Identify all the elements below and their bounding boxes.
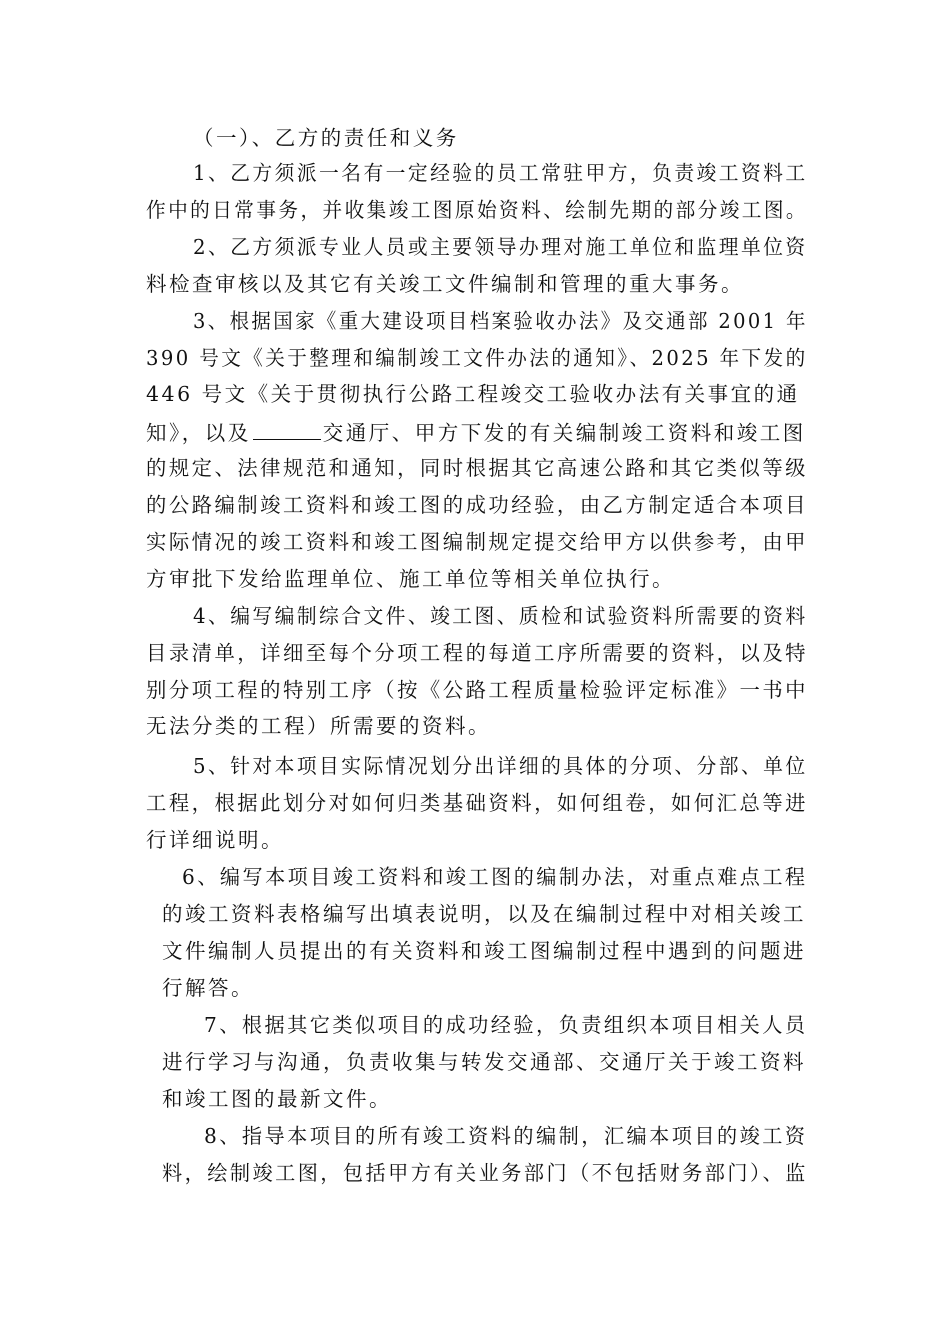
paragraph-line: 目录清单，详细至每个分项工程的每道工序所需要的资料，以及特 [146,641,808,665]
paragraph-line: 料，绘制竣工图，包括甲方有关业务部门（不包括财务部门）、监 [162,1161,808,1185]
paragraph-line: 8、指导本项目的所有竣工资料的编制，汇编本项目的竣工资 [204,1124,808,1148]
paragraph-line: 工程，根据此划分对如何归类基础资料，如何组卷，如何汇总等进 [146,791,808,815]
paragraph-line: 的公路编制竣工资料和竣工图的成功经验，由乙方制定适合本项目 [146,493,808,517]
paragraph-line: 实际情况的竣工资料和竣工图编制规定提交给甲方以供参考，由甲 [146,530,808,554]
paragraph-line: 文件编制人员提出的有关资料和竣工图编制过程中遇到的问题进 [162,939,806,963]
paragraph-line: 5、针对本项目实际情况划分出详细的具体的分项、分部、单位 [193,754,808,778]
text-segment: 交通厅、甲方下发的有关编制竣工资料和竣工图 [322,421,806,445]
paragraph-line: 7、根据其它类似项目的成功经验，负责组织本项目相关人员 [204,1013,808,1037]
paragraph-line: 446 号文《关于贯彻执行公路工程竣交工验收办法有关事宜的通 [146,382,800,406]
paragraph-line: 3、根据国家《重大建设项目档案验收办法》及交通部 2001 年 [193,309,808,333]
paragraph-line: 1、乙方须派一名有一定经验的员工常驻甲方，负责竣工资料工 [193,161,808,185]
paragraph-line: 进行学习与沟通，负责收集与转发交通部、交通厅关于竣工资料 [162,1050,806,1074]
paragraph-line: 6、编写本项目竣工资料和竣工图的编制办法，对重点难点工程 [182,865,808,889]
paragraph-line: 的竣工资料表格编写出填表说明，以及在编制过程中对相关竣工 [162,902,806,926]
paragraph-line: 方审批下发给监理单位、施工单位等相关单位执行。 [146,567,675,591]
text-segment: 知》，以及 [146,421,251,445]
paragraph-line: 行详细说明。 [146,828,284,852]
paragraph-line: 作中的日常事务，并收集竣工图原始资料、绘制先期的部分竣工图。 [146,198,808,222]
paragraph-line: 2、乙方须派专业人员或主要领导办理对施工单位和监理单位资 [193,235,808,259]
paragraph-line: 4、编写编制综合文件、竣工图、质检和试验资料所需要的资料 [193,604,808,628]
paragraph-line: 料检查审核以及其它有关竣工文件编制和管理的重大事务。 [146,272,744,296]
paragraph-line: 别分项工程的特别工序（按《公路工程质量检验评定标准》一书中 [146,678,808,702]
paragraph-line: 行解答。 [162,976,254,1000]
section-heading: （一）、乙方的责任和义务 [193,126,459,150]
paragraph-line: 390 号文《关于整理和编制竣工文件办法的通知》、2025 年下发的 [146,346,808,370]
paragraph-line-with-blank [146,421,806,444]
paragraph-line: 的规定、法律规范和通知，同时根据其它高速公路和其它类似等级 [146,456,808,480]
paragraph-line: 和竣工图的最新文件。 [162,1087,392,1111]
fill-in-blank [253,421,321,440]
paragraph-line: 无法分类的工程）所需要的资料。 [146,714,491,738]
